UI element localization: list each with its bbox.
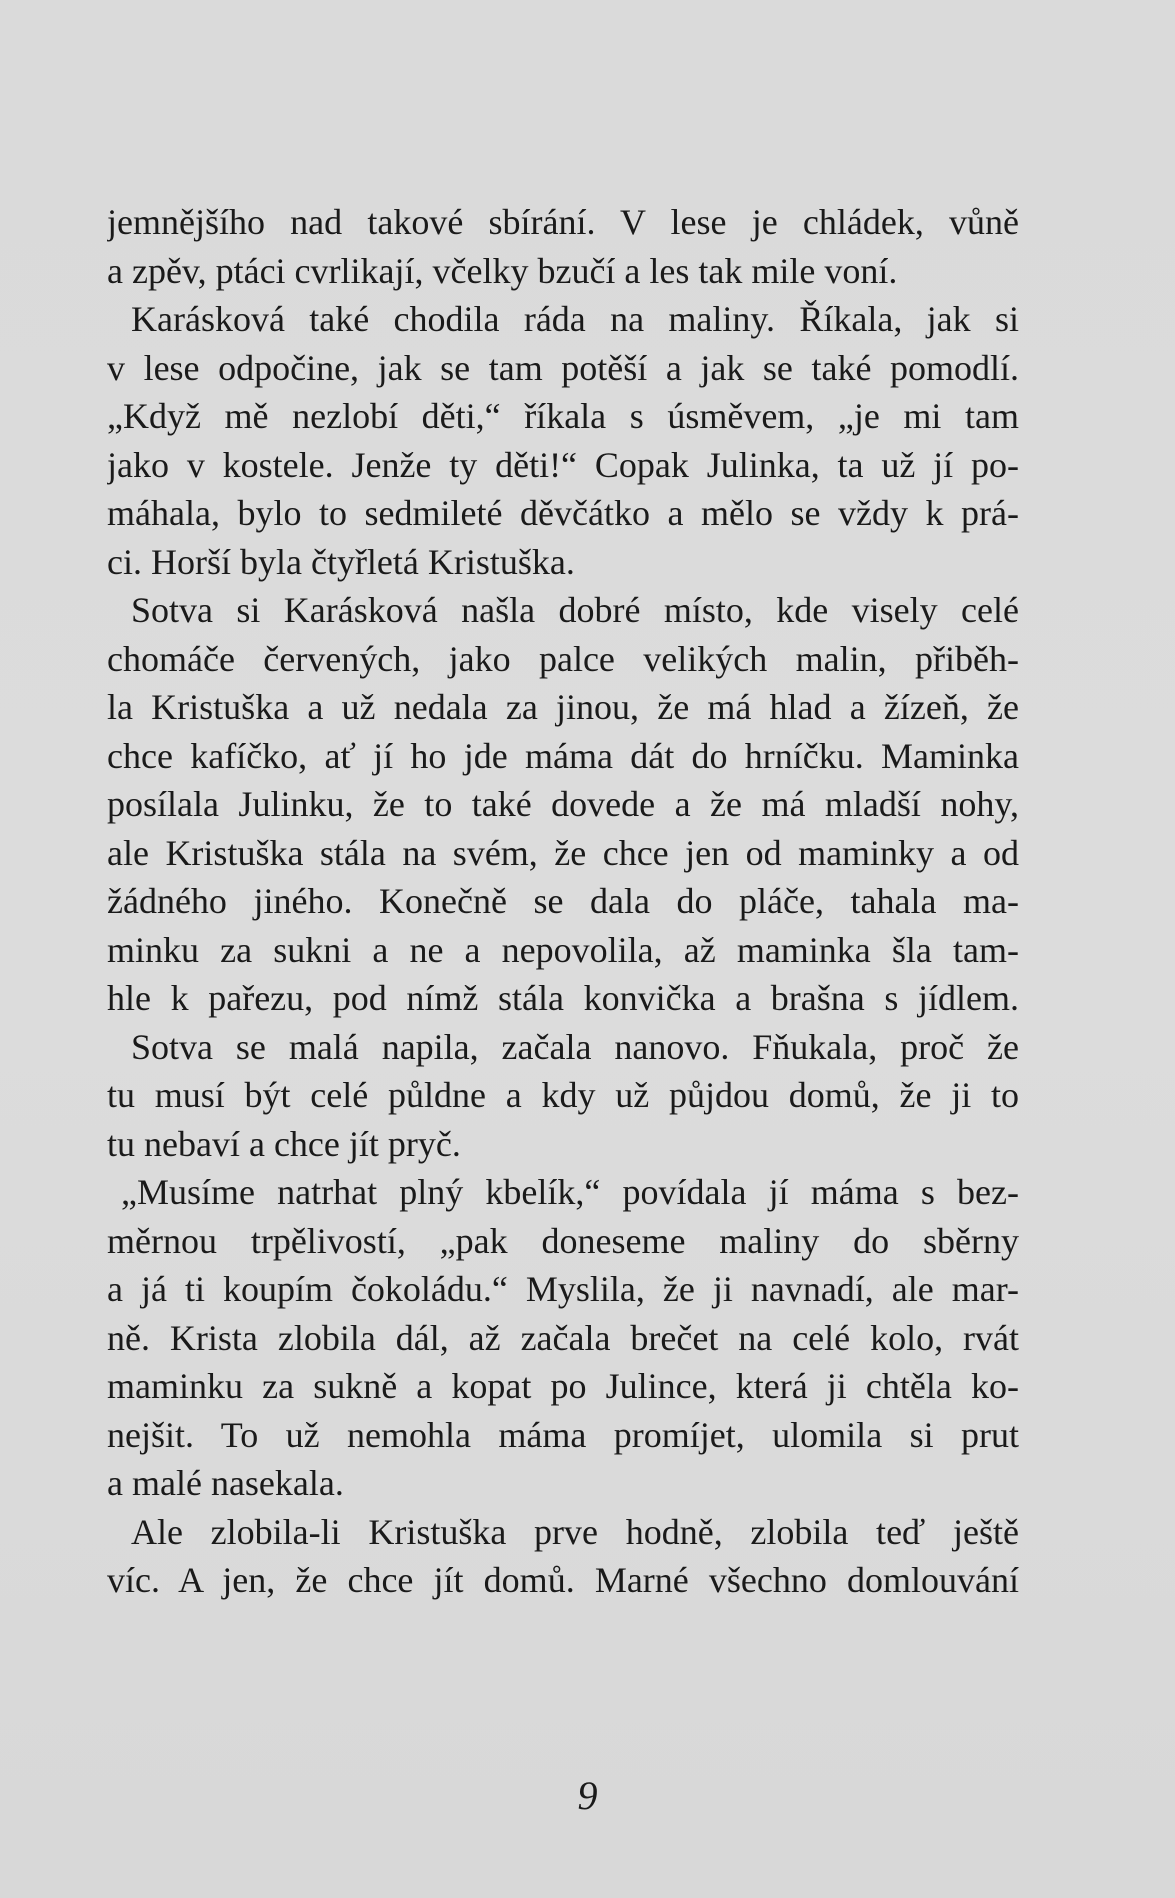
text-line: Sotva se malá napila, začala nanovo. Fňukala, proč že [131,1026,1019,1067]
text-line: la Kristuška a už nedala za jinou, že má hlad a žízeň, že [107,687,1019,727]
text-line: „Musíme natrhat plný kbelík,“ povídala jí máma s bez- [121,1172,1019,1212]
text-line: minku za sukni a ne a nepovolila, až maminka šla tam- [107,929,1019,970]
text-line: hle k pařezu, pod nímž stála konvička a brašna s jídlem. [107,978,1019,1018]
text-line: jemnějšího nad takové sbírání. V lese je chládek, vůně [107,202,1019,242]
text-line: maminku za sukně a kopat po Julince, která ji chtěla ko- [107,1366,1019,1406]
text-line: tu musí být celé půldne a kdy už půjdou domů, že ji to [107,1075,1019,1115]
body-text [107,198,1019,1605]
text-line: a já ti koupím čokoládu.“ Myslila, že ji navnadí, ale mar- [107,1269,1019,1309]
text-line: ně. Krista zlobila dál, až začala brečet na celé kolo, rvát [107,1317,1019,1358]
text-line: posílala Julinku, že to také dovede a že má mladší nohy, [107,784,1019,824]
text-line: ci. Horší byla čtyřletá Kristuška. [107,541,575,582]
text-line: ale Kristuška stála na svém, že chce jen od maminky a od [107,832,1019,873]
page-number: 9 [577,1773,598,1818]
text-line: žádného jiného. Konečně se dala do pláče, tahala ma- [107,881,1019,921]
text-line: víc. A jen, že chce jít domů. Marné všechno domlouvání [107,1560,1019,1600]
text-line: nejšit. To už nemohla máma promíjet, ulomila si prut [107,1414,1019,1455]
text-line: chomáče červených, jako palce velikých malin, přiběh- [107,638,1019,679]
text-line: a zpěv, ptáci cvrlikají, včelky bzučí a les tak mile voní. [107,250,898,291]
text-line: a malé nasekala. [107,1463,344,1503]
text-line: Karásková také chodila ráda na maliny. Říkala, jak si [131,299,1019,339]
text-line: tu nebaví a chce jít pryč. [107,1123,461,1164]
text-line: chce kafíčko, ať jí ho jde máma dát do hrníčku. Maminka [107,735,1019,776]
text-line: máhala, bylo to sedmileté děvčátko a mělo se vždy k prá- [107,493,1019,533]
text-line: v lese odpočine, jak se tam potěší a jak se také pomodlí. [107,347,1019,388]
text-line: Ale zlobila-li Kristuška prve hodně, zlobila teď ještě [131,1511,1019,1552]
text-line: měrnou trpělivostí, „pak doneseme maliny do sběrny [107,1220,1019,1261]
text-line: „Když mě nezlobí děti,“ říkala s úsměvem, „je mi tam [107,396,1019,436]
text-line: jako v kostele. Jenže ty děti!“ Copak Julinka, ta už jí po- [107,444,1019,485]
text-line: Sotva si Karásková našla dobré místo, kde visely celé [131,590,1019,630]
